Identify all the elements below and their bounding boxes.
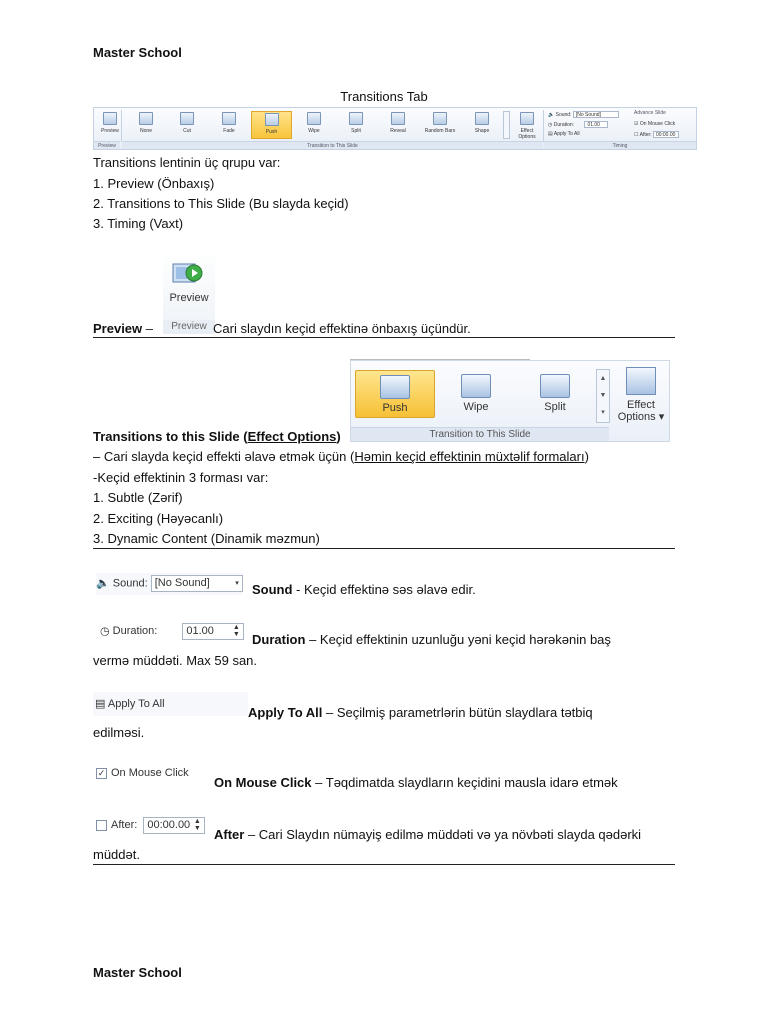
cut-icon	[180, 112, 194, 125]
after-control-image: After: 00:00.00 ▲ ▼	[96, 816, 205, 838]
fade-icon	[222, 112, 236, 125]
apply-all-icon: ▤	[548, 131, 553, 137]
sound-icon: 🔈	[96, 577, 110, 590]
push-icon	[380, 375, 410, 399]
apply-all-control-image: ▤ Apply To All	[93, 692, 248, 716]
push-icon	[265, 113, 279, 126]
intro-line: 1. Preview (Önbaxış)	[93, 176, 215, 191]
ribbon-separator	[543, 110, 544, 142]
sound-definition: Sound - Keçid effektinə səs əlavə edir.	[252, 582, 476, 597]
shape-icon	[475, 112, 489, 125]
ribbon-apply-all: ▤ Apply To All	[548, 131, 580, 137]
ribbon-advance-label: Advance Slide	[634, 110, 666, 116]
ribbon-item-none: None	[131, 111, 161, 139]
transition-gallery-image	[350, 360, 670, 442]
clock-icon: ◷	[100, 625, 110, 638]
apply-all-icon: ▤	[95, 698, 106, 710]
checkbox-checked-icon: ✓	[97, 767, 106, 778]
reveal-icon	[391, 112, 405, 125]
preview-term: Preview	[93, 321, 143, 336]
ribbon-item-fade: Fade	[214, 111, 244, 139]
page-footer: Master School	[93, 965, 182, 980]
gallery-item-split: Split	[515, 370, 595, 418]
ribbon-duration: ◷ Duration: 01.00	[548, 121, 608, 128]
effect-options-icon	[520, 112, 534, 125]
ribbon-transitions-group: Transition to This Slide	[122, 141, 543, 149]
ribbon-preview-label: Preview	[101, 128, 119, 134]
transitions-line: -Keçid effektinin 3 forması var:	[93, 470, 269, 485]
gallery-item-wipe: Wipe	[436, 370, 516, 418]
sound-value-box: [No Sound] ▾	[151, 575, 243, 592]
ribbon-effect-options: Effect Options	[512, 111, 542, 139]
spinner-icon: ▲ ▼	[193, 818, 201, 832]
sound-control-image: 🔈 Sound: [No Sound] ▾	[96, 573, 243, 595]
ribbon-after-value: 00:00.00	[653, 131, 679, 138]
mouse-click-control-image: ✓ On Mouse Click	[96, 767, 189, 787]
ribbon-mouse-click: ☑ On Mouse Click	[634, 121, 676, 127]
intro-line: Transitions lentinin üç qrupu var:	[93, 155, 281, 170]
after-value-box: 00:00.00 ▲ ▼	[143, 817, 205, 834]
preview-play-icon	[172, 260, 204, 290]
apply-all-definition-cont: edilməsi.	[93, 725, 145, 740]
ribbon-item-cut: Cut	[172, 111, 202, 139]
forms-link: Həmin keçid effektinin müxtəlif formaları	[354, 449, 585, 464]
transitions-definition-title: Transitions to this Slide (Effect Options)	[93, 429, 341, 444]
wipe-icon	[461, 374, 491, 398]
intro-line: 2. Transitions to This Slide (Bu slayda keçid)	[93, 196, 349, 211]
page-header: Master School	[93, 45, 182, 60]
checkbox-unchecked-icon	[96, 820, 107, 831]
gallery-scrollbar: ▲ ▼ ▾	[596, 369, 610, 423]
duration-definition-cont: vermə müddəti. Max 59 san.	[93, 653, 258, 668]
ribbon-sound: 🔈 Sound: [No Sound]	[548, 111, 619, 118]
transitions-line: 3. Dynamic Content (Dinamik məzmun)	[93, 531, 320, 546]
duration-control-image: ◷ Duration: 01.00 ▲ ▼	[100, 621, 244, 643]
ribbon-after: ☐ After: 00:00.00	[634, 131, 679, 138]
mouse-click-definition: On Mouse Click – Təqdimatda slaydların keçidini mausla idarə etmək	[214, 775, 618, 790]
ribbon-item-shape: Shape	[467, 111, 497, 139]
ribbon-item-reveal: Reveal	[383, 111, 413, 139]
clock-icon: ◷	[548, 121, 553, 128]
ribbon-item-push: Push	[251, 111, 292, 139]
wipe-icon	[307, 112, 321, 125]
random-bars-icon	[433, 112, 447, 125]
effect-options-link: Effect Options	[247, 429, 337, 444]
divider	[93, 548, 675, 549]
gallery-group-label: Transition to This Slide	[351, 427, 609, 441]
duration-value-box: 01.00 ▲ ▼	[182, 623, 244, 640]
sound-icon: 🔈	[548, 111, 555, 118]
apply-all-definition: Apply To All – Seçilmiş parametrlərin bütün slaydlara tətbiq	[248, 705, 593, 720]
transitions-line: – Cari slayda keçid effekti əlavə etmək üçün (Həmin keçid effektinin müxtəlif formaları)	[93, 449, 589, 464]
none-icon	[139, 112, 153, 125]
ribbon-timing-group: Timing	[544, 141, 696, 149]
ribbon-separator	[121, 110, 122, 142]
effect-options-icon	[626, 367, 656, 395]
preview-icon	[103, 112, 117, 125]
gallery-effect-options: Effect Options ▾	[613, 365, 669, 427]
ribbon-preview-group: Preview	[94, 141, 120, 149]
intro-line: 3. Timing (Vaxt)	[93, 216, 184, 231]
spinner-icon: ▲ ▼	[232, 624, 240, 638]
duration-definition: Duration – Keçid effektinin uzunluğu yəni keçid hərəkənin baş	[252, 632, 611, 647]
divider	[93, 337, 675, 338]
ribbon-sound-value: [No Sound]	[573, 111, 619, 118]
divider	[93, 864, 675, 865]
ribbon-gallery-scrollbar	[503, 111, 510, 139]
ribbon-item-split: Split	[341, 111, 371, 139]
gallery-item-push: Push	[355, 370, 435, 418]
preview-button-image	[163, 256, 215, 334]
transitions-ribbon-image	[93, 107, 697, 150]
transitions-line: 2. Exciting (Həyəcanlı)	[93, 511, 224, 526]
after-definition-cont: müddət.	[93, 847, 140, 862]
preview-definition: Preview –	[93, 321, 153, 336]
dropdown-arrow-icon: ▾	[235, 580, 239, 587]
preview-group-label: Preview	[163, 320, 215, 334]
preview-label: Preview	[169, 292, 209, 304]
split-icon	[349, 112, 363, 125]
preview-description: Cari slaydın keçid effektinə önbaxış üçündür.	[213, 321, 471, 336]
transitions-line: 1. Subtle (Zərif)	[93, 490, 183, 505]
ribbon-item-wipe: Wipe	[299, 111, 329, 139]
ribbon-item-random-bars: Random Bars	[421, 111, 459, 139]
ribbon-duration-value: 01.00	[584, 121, 608, 128]
after-definition: After – Cari Slaydın nümayiş edilmə müddəti və ya növbəti slayda qədərki	[214, 827, 642, 842]
ribbon-title: Transitions Tab	[340, 89, 428, 104]
split-icon	[540, 374, 570, 398]
